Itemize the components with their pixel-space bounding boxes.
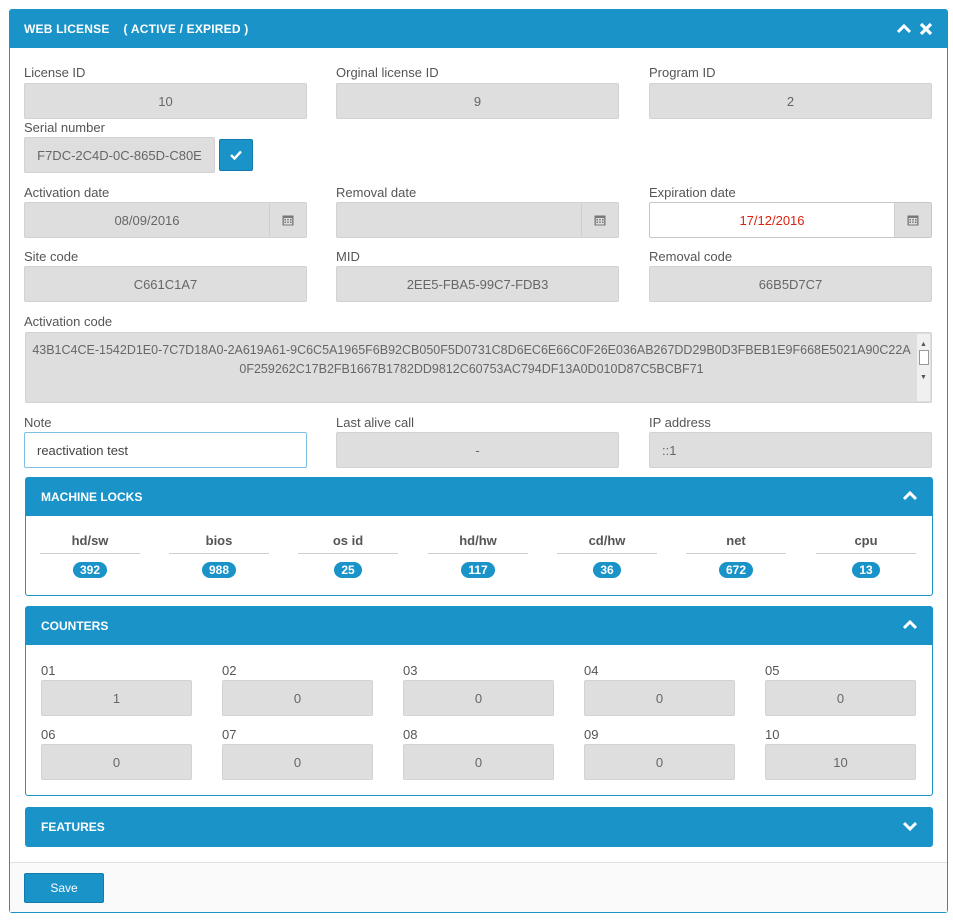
removal-date-label: Removal date	[336, 185, 417, 200]
counter-value: 1	[112, 690, 121, 706]
mid-field[interactable]	[336, 266, 619, 302]
lock-badge: 36	[593, 562, 620, 578]
counter-label: 05	[765, 663, 780, 678]
counter-value: 0	[655, 690, 664, 706]
counter-label: 09	[584, 727, 599, 742]
lock-label: net	[686, 533, 786, 554]
license-id-field[interactable]	[24, 83, 307, 119]
counter-field[interactable]	[41, 744, 192, 780]
counter-label: 02	[222, 663, 237, 678]
features-header[interactable]	[26, 808, 932, 846]
note-input[interactable]	[24, 432, 307, 468]
scroll-up-icon[interactable]: ▲	[920, 341, 927, 348]
lock-badge: 13	[852, 562, 879, 578]
counter-value: 0	[474, 690, 483, 706]
counter-value: 0	[836, 690, 845, 706]
calendar-icon[interactable]	[894, 203, 931, 237]
counter-value: 0	[293, 690, 302, 706]
activation-date-field[interactable]	[24, 202, 307, 238]
ip-address-field[interactable]	[649, 432, 932, 468]
counter-field[interactable]	[584, 680, 735, 716]
features-title: FEATURES	[41, 820, 105, 834]
ip-address-label: IP address	[649, 415, 711, 430]
license-id-label: License ID	[24, 65, 86, 80]
mid-label: MID	[336, 249, 360, 264]
counter-value: 0	[474, 754, 483, 770]
counter-field[interactable]	[403, 744, 554, 780]
original-license-id-field[interactable]	[336, 83, 619, 119]
counter-label: 06	[41, 727, 56, 742]
lock-label: hd/hw	[428, 533, 528, 554]
activation-code-textarea[interactable]	[25, 332, 932, 403]
lock-badge: 25	[334, 562, 361, 578]
serial-number-field[interactable]	[24, 137, 215, 173]
removal-date-field[interactable]	[336, 202, 619, 238]
counter-label: 10	[765, 727, 780, 742]
lock-item	[428, 533, 528, 578]
machine-locks-header[interactable]	[26, 478, 932, 516]
panel-title: WEB LICENSE	[24, 22, 110, 36]
web-license-panel	[9, 9, 948, 913]
note-label: Note	[24, 415, 52, 430]
counter-value: 0	[293, 754, 302, 770]
counter-value: 10	[833, 754, 848, 770]
lock-item	[169, 533, 269, 578]
program-id-value: 2	[786, 93, 795, 109]
expiration-date-field[interactable]	[649, 202, 932, 238]
verify-serial-button[interactable]	[219, 139, 253, 171]
counter-value: 0	[655, 754, 664, 770]
removal-code-label: Removal code	[649, 249, 733, 264]
check-icon	[230, 148, 242, 163]
machine-locks-panel	[25, 477, 933, 596]
lock-label: cpu	[816, 533, 916, 554]
lock-label: os id	[298, 533, 398, 554]
lock-item	[816, 533, 916, 578]
scroll-thumb[interactable]	[919, 350, 929, 365]
counters-header[interactable]	[26, 607, 932, 645]
counter-label: 03	[403, 663, 418, 678]
serial-number-value: F7DC-2C4D-0C-865D-C80E	[37, 147, 202, 163]
panel-footer	[10, 862, 947, 912]
save-button[interactable]: Save	[24, 873, 104, 903]
site-code-field[interactable]	[24, 266, 307, 302]
counter-value: 0	[112, 754, 121, 770]
last-alive-call-label: Last alive call	[336, 415, 415, 430]
counters-panel	[25, 606, 933, 796]
lock-badge: 117	[461, 562, 494, 578]
calendar-icon[interactable]	[581, 203, 618, 237]
program-id-label: Program ID	[649, 65, 716, 80]
lock-label: hd/sw	[40, 533, 140, 554]
lock-item	[298, 533, 398, 578]
counter-label: 08	[403, 727, 418, 742]
lock-item	[686, 533, 786, 578]
panel-header	[10, 10, 947, 48]
last-alive-call-field[interactable]	[336, 432, 619, 468]
original-license-id-label: Orginal license ID	[336, 65, 439, 80]
counters-title: COUNTERS	[41, 619, 109, 633]
counter-field[interactable]	[765, 744, 916, 780]
expiration-date-value: 17/12/2016	[739, 212, 805, 228]
note-value: reactivation test	[37, 442, 129, 458]
activation-code-label: Activation code	[24, 314, 113, 329]
lock-badge: 672	[719, 562, 753, 578]
counter-field[interactable]	[222, 680, 373, 716]
textarea-scrollbar[interactable]	[916, 334, 930, 401]
mid-value: 2EE5-FBA5-99C7-FDB3	[406, 276, 549, 292]
lock-label: cd/hw	[557, 533, 657, 554]
license-status: ( ACTIVE / EXPIRED )	[123, 22, 249, 36]
counter-label: 01	[41, 663, 56, 678]
counter-field[interactable]	[222, 744, 373, 780]
chevron-down-icon[interactable]	[903, 820, 917, 834]
chevron-up-icon[interactable]	[903, 619, 917, 633]
site-code-value: C661C1A7	[133, 276, 198, 292]
lock-item	[557, 533, 657, 578]
counter-label: 04	[584, 663, 599, 678]
serial-number-label: Serial number	[24, 120, 105, 135]
lock-badge: 988	[202, 562, 236, 578]
removal-code-value: 66B5D7C7	[758, 276, 823, 292]
license-id-value: 10	[158, 93, 173, 109]
counter-field[interactable]	[584, 744, 735, 780]
chevron-up-icon[interactable]	[903, 490, 917, 504]
original-license-id-value: 9	[473, 93, 482, 109]
activation-date-label: Activation date	[24, 185, 110, 200]
last-alive-call-value: -	[475, 442, 480, 458]
features-panel	[25, 807, 933, 847]
counter-field[interactable]	[765, 680, 916, 716]
close-icon[interactable]	[919, 22, 933, 36]
ip-address-value: ::1	[662, 442, 677, 458]
chevron-up-icon[interactable]	[897, 24, 911, 34]
removal-code-field[interactable]	[649, 266, 932, 302]
counter-field[interactable]	[41, 680, 192, 716]
program-id-field[interactable]	[649, 83, 932, 119]
calendar-icon[interactable]	[269, 203, 306, 237]
activation-date-value: 08/09/2016	[114, 212, 180, 228]
machine-locks-title: MACHINE LOCKS	[41, 490, 143, 504]
scroll-down-icon[interactable]: ▼	[920, 374, 927, 381]
site-code-label: Site code	[24, 249, 79, 264]
activation-code-value: 43B1C4CE-1542D1E0-7C7D18A0-2A619A61-9C6C5A1965F6B92CB050F5D0731C8D6EC6E66C0F26E036AB267DD29B0D3FBEB1E9F668E5021A90C22A0F259262C17B2FB1667B1782DD9812C60753AC794DF13A0D010D87C5BCBF71	[32, 343, 911, 376]
counter-label: 07	[222, 727, 237, 742]
lock-label: bios	[169, 533, 269, 554]
lock-item	[40, 533, 140, 578]
counter-field[interactable]	[403, 680, 554, 716]
lock-badge: 392	[73, 562, 107, 578]
expiration-date-label: Expiration date	[649, 185, 736, 200]
